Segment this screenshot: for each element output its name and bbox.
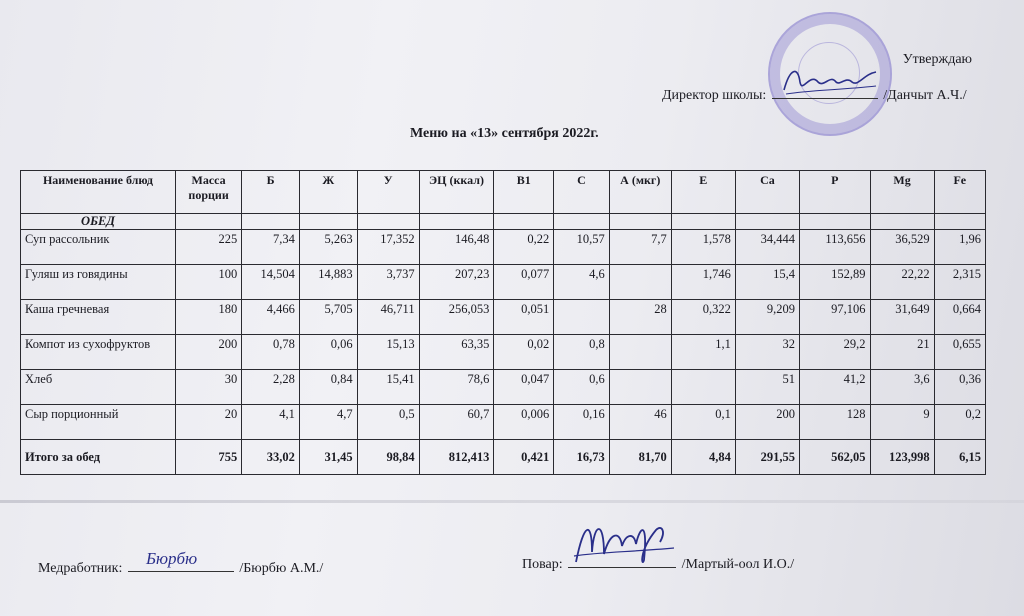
total-value: 755 [175,440,241,475]
nutrient-value: 7,7 [609,230,671,265]
cook-name: /Мартый-оол И.О./ [681,557,795,572]
nutrient-value: 3,6 [870,370,934,405]
column-header: Ж [299,171,357,214]
medic-name: /Бюрбю А.М./ [239,561,324,576]
nutrient-value: 0,077 [494,265,554,300]
nutrient-value: 41,2 [799,370,870,405]
nutrient-value [609,370,671,405]
column-header: С [554,171,610,214]
table-row [21,300,986,335]
total-value: 98,84 [357,440,419,475]
total-value: 291,55 [735,440,799,475]
column-header: Е [671,171,735,214]
nutrient-value [609,335,671,370]
nutrient-value: 4,466 [242,300,300,335]
nutrient-value: 9,209 [735,300,799,335]
column-header: Mg [870,171,934,214]
director-signature [780,60,880,100]
nutrient-value: 0,84 [299,370,357,405]
nutrient-value: 28 [609,300,671,335]
table-row [21,335,986,370]
nutrient-value: 78,6 [419,370,494,405]
nutrient-value: 146,48 [419,230,494,265]
nutrient-value: 0,5 [357,405,419,440]
nutrient-value: 5,263 [299,230,357,265]
nutrient-value: 60,7 [419,405,494,440]
total-value: 123,998 [870,440,934,475]
total-row [21,440,986,475]
nutrient-value: 0,1 [671,405,735,440]
nutrient-value: 0,78 [242,335,300,370]
nutrient-value: 256,053 [419,300,494,335]
nutrient-value [554,300,610,335]
total-value: 4,84 [671,440,735,475]
nutrient-value: 32 [735,335,799,370]
total-label: Итого за обед [21,440,176,475]
dish-name: Суп рассольник [21,230,176,265]
total-value: 16,73 [554,440,610,475]
column-header: В1 [494,171,554,214]
nutrient-value: 34,444 [735,230,799,265]
nutrient-value: 0,047 [494,370,554,405]
nutrient-value: 152,89 [799,265,870,300]
medic-signature [142,544,252,570]
nutrient-value: 63,35 [419,335,494,370]
table-row [21,265,986,300]
nutrient-value: 4,6 [554,265,610,300]
nutrient-value: 0,6 [554,370,610,405]
nutrient-value: 29,2 [799,335,870,370]
menu-title: Меню на «13» сентября 2022г. [410,126,599,141]
nutrient-value: 0,02 [494,335,554,370]
director-name: /Данчыт А.Ч./ [883,88,967,103]
column-header: А (мкг) [609,171,671,214]
nutrient-value: 225 [175,230,241,265]
nutrient-value: 14,883 [299,265,357,300]
column-header: Б [242,171,300,214]
nutrient-value: 0,655 [934,335,985,370]
nutrient-value: 15,4 [735,265,799,300]
cook-signature [570,512,680,572]
nutrient-value: 21 [870,335,934,370]
nutrient-value: 200 [175,335,241,370]
total-value: 6,15 [934,440,985,475]
dish-name: Сыр порционный [21,405,176,440]
total-value: 812,413 [419,440,494,475]
nutrient-value: 0,22 [494,230,554,265]
nutrient-value: 0,322 [671,300,735,335]
nutrient-value: 0,2 [934,405,985,440]
table-row [21,405,986,440]
nutrient-value: 36,529 [870,230,934,265]
nutrient-value: 22,22 [870,265,934,300]
nutrient-value: 0,36 [934,370,985,405]
nutrient-value: 15,41 [357,370,419,405]
total-value: 562,05 [799,440,870,475]
nutrient-value: 51 [735,370,799,405]
nutrient-value: 200 [735,405,799,440]
total-value: 81,70 [609,440,671,475]
nutrient-value: 0,8 [554,335,610,370]
nutrient-value: 15,13 [357,335,419,370]
nutrient-value: 2,28 [242,370,300,405]
table-row [21,230,986,265]
dish-name: Гуляш из говядины [21,265,176,300]
nutrient-value: 207,23 [419,265,494,300]
nutrient-value: 10,57 [554,230,610,265]
table-row [21,370,986,405]
nutrient-value: 14,504 [242,265,300,300]
column-header: ЭЦ (ккал) [419,171,494,214]
nutrient-value: 100 [175,265,241,300]
nutrient-value: 46 [609,405,671,440]
nutrient-value: 31,649 [870,300,934,335]
nutrient-value: 46,711 [357,300,419,335]
dish-name: Компот из сухофруктов [21,335,176,370]
nutrient-value: 0,006 [494,405,554,440]
nutrient-value: 0,16 [554,405,610,440]
nutrient-value: 0,06 [299,335,357,370]
column-header: У [357,171,419,214]
nutrient-value: 0,664 [934,300,985,335]
dish-name: Хлеб [21,370,176,405]
table-header-row [21,171,986,214]
nutrient-value: 5,705 [299,300,357,335]
nutrient-value: 20 [175,405,241,440]
column-header: Fe [934,171,985,214]
menu-table [20,170,986,475]
nutrient-value: 9 [870,405,934,440]
nutrient-value [671,370,735,405]
nutrient-value: 1,578 [671,230,735,265]
total-value: 31,45 [299,440,357,475]
column-header: Масса порции [175,171,241,214]
section-label: ОБЕД [21,214,176,230]
nutrient-value: 0,051 [494,300,554,335]
medic-signature-text: Бюрбю [146,549,198,568]
cook-label: Повар: [522,557,563,572]
nutrient-value: 4,7 [299,405,357,440]
total-value: 33,02 [242,440,300,475]
nutrient-value: 7,34 [242,230,300,265]
nutrient-value: 30 [175,370,241,405]
section-row [21,214,986,230]
dish-name: Каша гречневая [21,300,176,335]
column-header: Са [735,171,799,214]
nutrient-value: 1,1 [671,335,735,370]
nutrient-value: 3,737 [357,265,419,300]
total-value: 0,421 [494,440,554,475]
nutrient-value: 180 [175,300,241,335]
nutrient-value: 1,746 [671,265,735,300]
director-label: Директор школы: [662,88,767,103]
nutrient-value: 2,315 [934,265,985,300]
nutrient-value: 128 [799,405,870,440]
paper-fold [0,500,1024,503]
nutrient-value: 4,1 [242,405,300,440]
nutrient-value: 97,106 [799,300,870,335]
approve-label: Утверждаю [902,52,972,67]
nutrient-value: 17,352 [357,230,419,265]
medic-label: Медработник: [38,561,123,576]
nutrient-value [609,265,671,300]
column-header: Р [799,171,870,214]
nutrient-value: 113,656 [799,230,870,265]
column-header: Наименование блюд [21,171,176,214]
nutrient-value: 1,96 [934,230,985,265]
